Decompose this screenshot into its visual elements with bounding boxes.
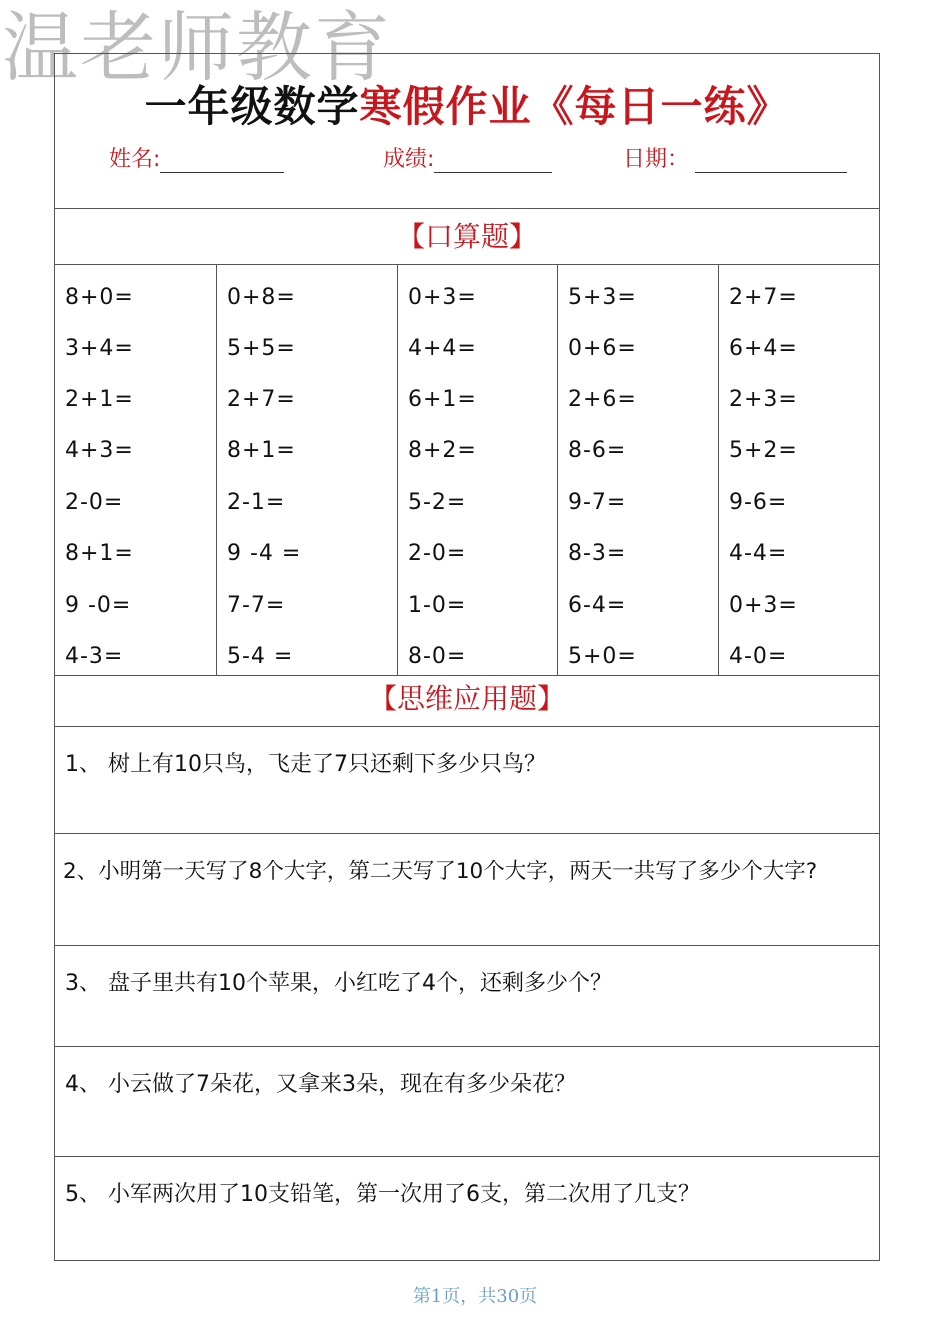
- date-label: 日期：: [623, 147, 690, 172]
- arith-item: 4+4=: [408, 336, 477, 361]
- arith-item: 8-3=: [568, 541, 627, 566]
- arith-item: 9 -0=: [65, 593, 132, 618]
- page-number: 第1页，共30页: [412, 1286, 538, 1307]
- word-problem-5: [55, 1157, 879, 1261]
- problem-text: 1、 树上有10只鸟，飞走了7只还剩下多少只鸟？: [65, 752, 546, 777]
- arith-column-5: [718, 265, 879, 675]
- arith-item: 0+6=: [568, 336, 637, 361]
- arith-item: 8-6=: [568, 438, 627, 463]
- name-label: 姓名:: [109, 147, 161, 172]
- arith-item: 2+7=: [227, 387, 296, 412]
- arith-item: 5+5=: [227, 336, 296, 361]
- arith-item: 5+2=: [729, 438, 798, 463]
- arith-item: 8+1=: [65, 541, 134, 566]
- word-problem-4: [55, 1047, 879, 1157]
- problem-text: 4、 小云做了7朵花，又拿来3朵，现在有多少朵花？: [65, 1072, 576, 1097]
- title-grade: 一年级数学: [144, 82, 360, 131]
- arith-item: 2-0=: [408, 541, 467, 566]
- watermark: 温老师教育: [2, 3, 392, 92]
- worksheet-header: [55, 54, 879, 209]
- arith-item: 3+4=: [65, 336, 134, 361]
- arith-item: 0+3=: [408, 285, 477, 310]
- arith-item: 0+8=: [227, 285, 296, 310]
- arith-column-1: [55, 265, 216, 675]
- arith-item: 4+3=: [65, 438, 134, 463]
- score-label: 成绩:: [383, 147, 435, 172]
- arith-item: 7-7=: [227, 593, 286, 618]
- arith-item: 8-0=: [408, 644, 467, 669]
- name-field[interactable]: [109, 142, 284, 173]
- arith-item: 9-6=: [729, 490, 788, 515]
- worksheet: [54, 53, 880, 1261]
- arith-item: 8+1=: [227, 438, 296, 463]
- arith-item: 8+0=: [65, 285, 134, 310]
- arith-item: 2+3=: [729, 387, 798, 412]
- arith-item: 8+2=: [408, 438, 477, 463]
- problem-text: 2、小明第一天写了8个大字，第二天写了10个大字，两天一共写了多少个大字?: [63, 859, 818, 884]
- problem-text: 3、 盘子里共有10个苹果，小红吃了4个，还剩多少个？: [65, 971, 612, 996]
- arith-item: 4-4=: [729, 541, 788, 566]
- name-blank[interactable]: [160, 146, 284, 173]
- arith-item: 6+1=: [408, 387, 477, 412]
- arith-item: 9-7=: [568, 490, 627, 515]
- score-field[interactable]: [383, 142, 552, 173]
- arith-item: 0+3=: [729, 593, 798, 618]
- oral-arithmetic-heading: 【口算题】: [55, 209, 879, 265]
- arith-item: 9 -4 =: [227, 541, 302, 566]
- arith-column-2: [216, 265, 397, 675]
- arith-column-3: [397, 265, 557, 675]
- word-problem-3: [55, 946, 879, 1047]
- arith-item: 2+6=: [568, 387, 637, 412]
- word-problems-heading: 【思维应用题】: [55, 676, 879, 727]
- word-problem-1: [55, 727, 879, 834]
- arith-item: 5-4 =: [227, 644, 294, 669]
- oral-arithmetic-grid: [55, 265, 879, 676]
- word-problem-2: [55, 834, 879, 946]
- arith-item: 5+0=: [568, 644, 637, 669]
- arith-item: 4-3=: [65, 644, 124, 669]
- arith-column-4: [557, 265, 718, 675]
- arith-item: 4-0=: [729, 644, 788, 669]
- arith-item: 1-0=: [408, 593, 467, 618]
- arith-item: 6-4=: [568, 593, 627, 618]
- score-blank[interactable]: [434, 146, 552, 173]
- arith-item: 5+3=: [568, 285, 637, 310]
- arith-item: 2-1=: [227, 490, 286, 515]
- arith-item: 2+7=: [729, 285, 798, 310]
- date-field[interactable]: [623, 142, 847, 173]
- date-blank[interactable]: [695, 146, 847, 173]
- arith-item: 2-0=: [65, 490, 124, 515]
- title-subject: 寒假作业《每日一练》: [359, 82, 790, 131]
- arith-item: 2+1=: [65, 387, 134, 412]
- arith-item: 5-2=: [408, 490, 467, 515]
- problem-text: 5、 小军两次用了10支铅笔，第一次用了6支，第二次用了几支？: [65, 1182, 700, 1207]
- page-title: [55, 74, 879, 134]
- arith-item: 6+4=: [729, 336, 798, 361]
